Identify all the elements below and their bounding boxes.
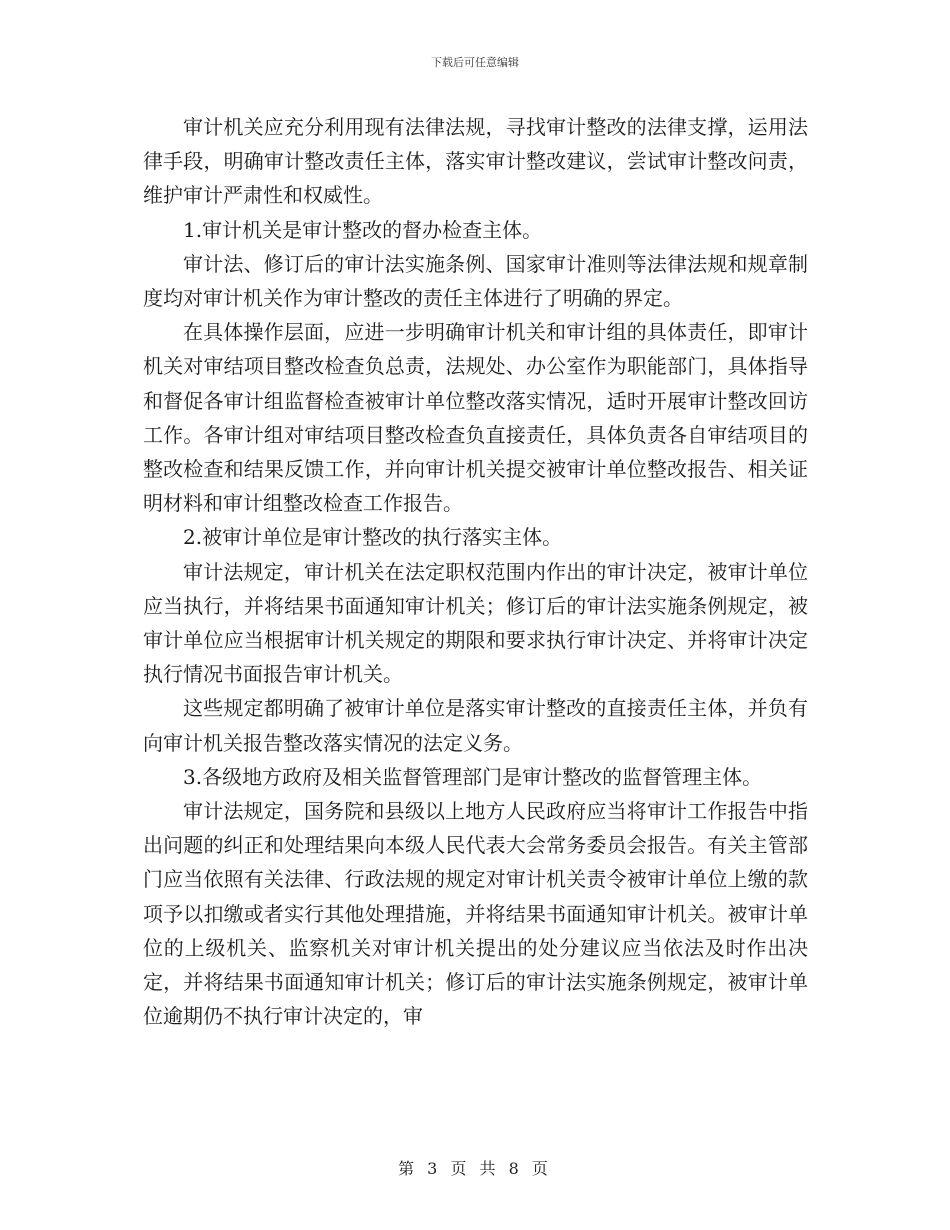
section-heading: 2.被审计单位是审计整改的执行落实主体。 xyxy=(183,525,563,550)
page-footer: 第 3 页 共 8 页 xyxy=(398,1159,552,1178)
paragraph: 审计机关应充分利用现有法律法规，寻找审计整改的法律支撑，运用法律手段，明确审计整改责任主体，落实审计整改建议，尝试审计整改问责，维护审计严肃性和权威性。 xyxy=(143,115,808,208)
paragraph: 审计法规定，国务院和县级以上地方人民政府应当将审计工作报告中指出问题的纠正和处理结果向本级人民代表大会常务委员会报告。有关主管部门应当依照有关法律、行政法规的规定对审计机关责令被审计单位上缴的款项予以扣缴或者实行其他处理措施，并将结果书面通知审计机关。被审计单位的上级机关、监察机关对审计机关提出的处分建议应当依法及时作出决定，并将结果书面通知审计机关；修订后的审计法实施条例规定，被审计单位逾期仍不执行审计决定的，审 xyxy=(143,799,808,1029)
document-body xyxy=(143,110,808,1033)
section-heading: 3.各级地方政府及相关监督管理部门是审计整改的监督管理主体。 xyxy=(183,764,763,789)
page-header: 下载后可任意编辑 xyxy=(431,56,519,69)
section-heading: 1.审计机关是审计整改的督办检查主体。 xyxy=(183,217,543,242)
paragraph: 审计法规定，审计机关在法定职权范围内作出的审计决定，被审计单位应当执行，并将结果书面通知审计机关；修订后的审计法实施条例规定，被审计单位应当根据审计机关规定的期限和要求执行审计决定、并将审计决定执行情况书面报告审计机关。 xyxy=(143,559,808,687)
paragraph: 在具体操作层面，应进一步明确审计机关和审计组的具体责任，即审计机关对审结项目整改检查负总责，法规处、办公室作为职能部门，具体指导和督促各审计组监督检查被审计单位整改落实情况，适时开展审计整改回访工作。各审计组对审结项目整改检查负直接责任，具体负责各自审结项目的整改检查和结果反馈工作，并向审计机关提交被审计单位整改报告、相关证明材料和审计组整改检查工作报告。 xyxy=(143,320,808,516)
paragraph: 这些规定都明确了被审计单位是落实审计整改的直接责任主体，并负有向审计机关报告整改落实情况的法定义务。 xyxy=(143,696,808,755)
paragraph: 审计法、修订后的审计法实施条例、国家审计准则等法律法规和规章制度均对审计机关作为审计整改的责任主体进行了明确的界定。 xyxy=(143,251,808,311)
